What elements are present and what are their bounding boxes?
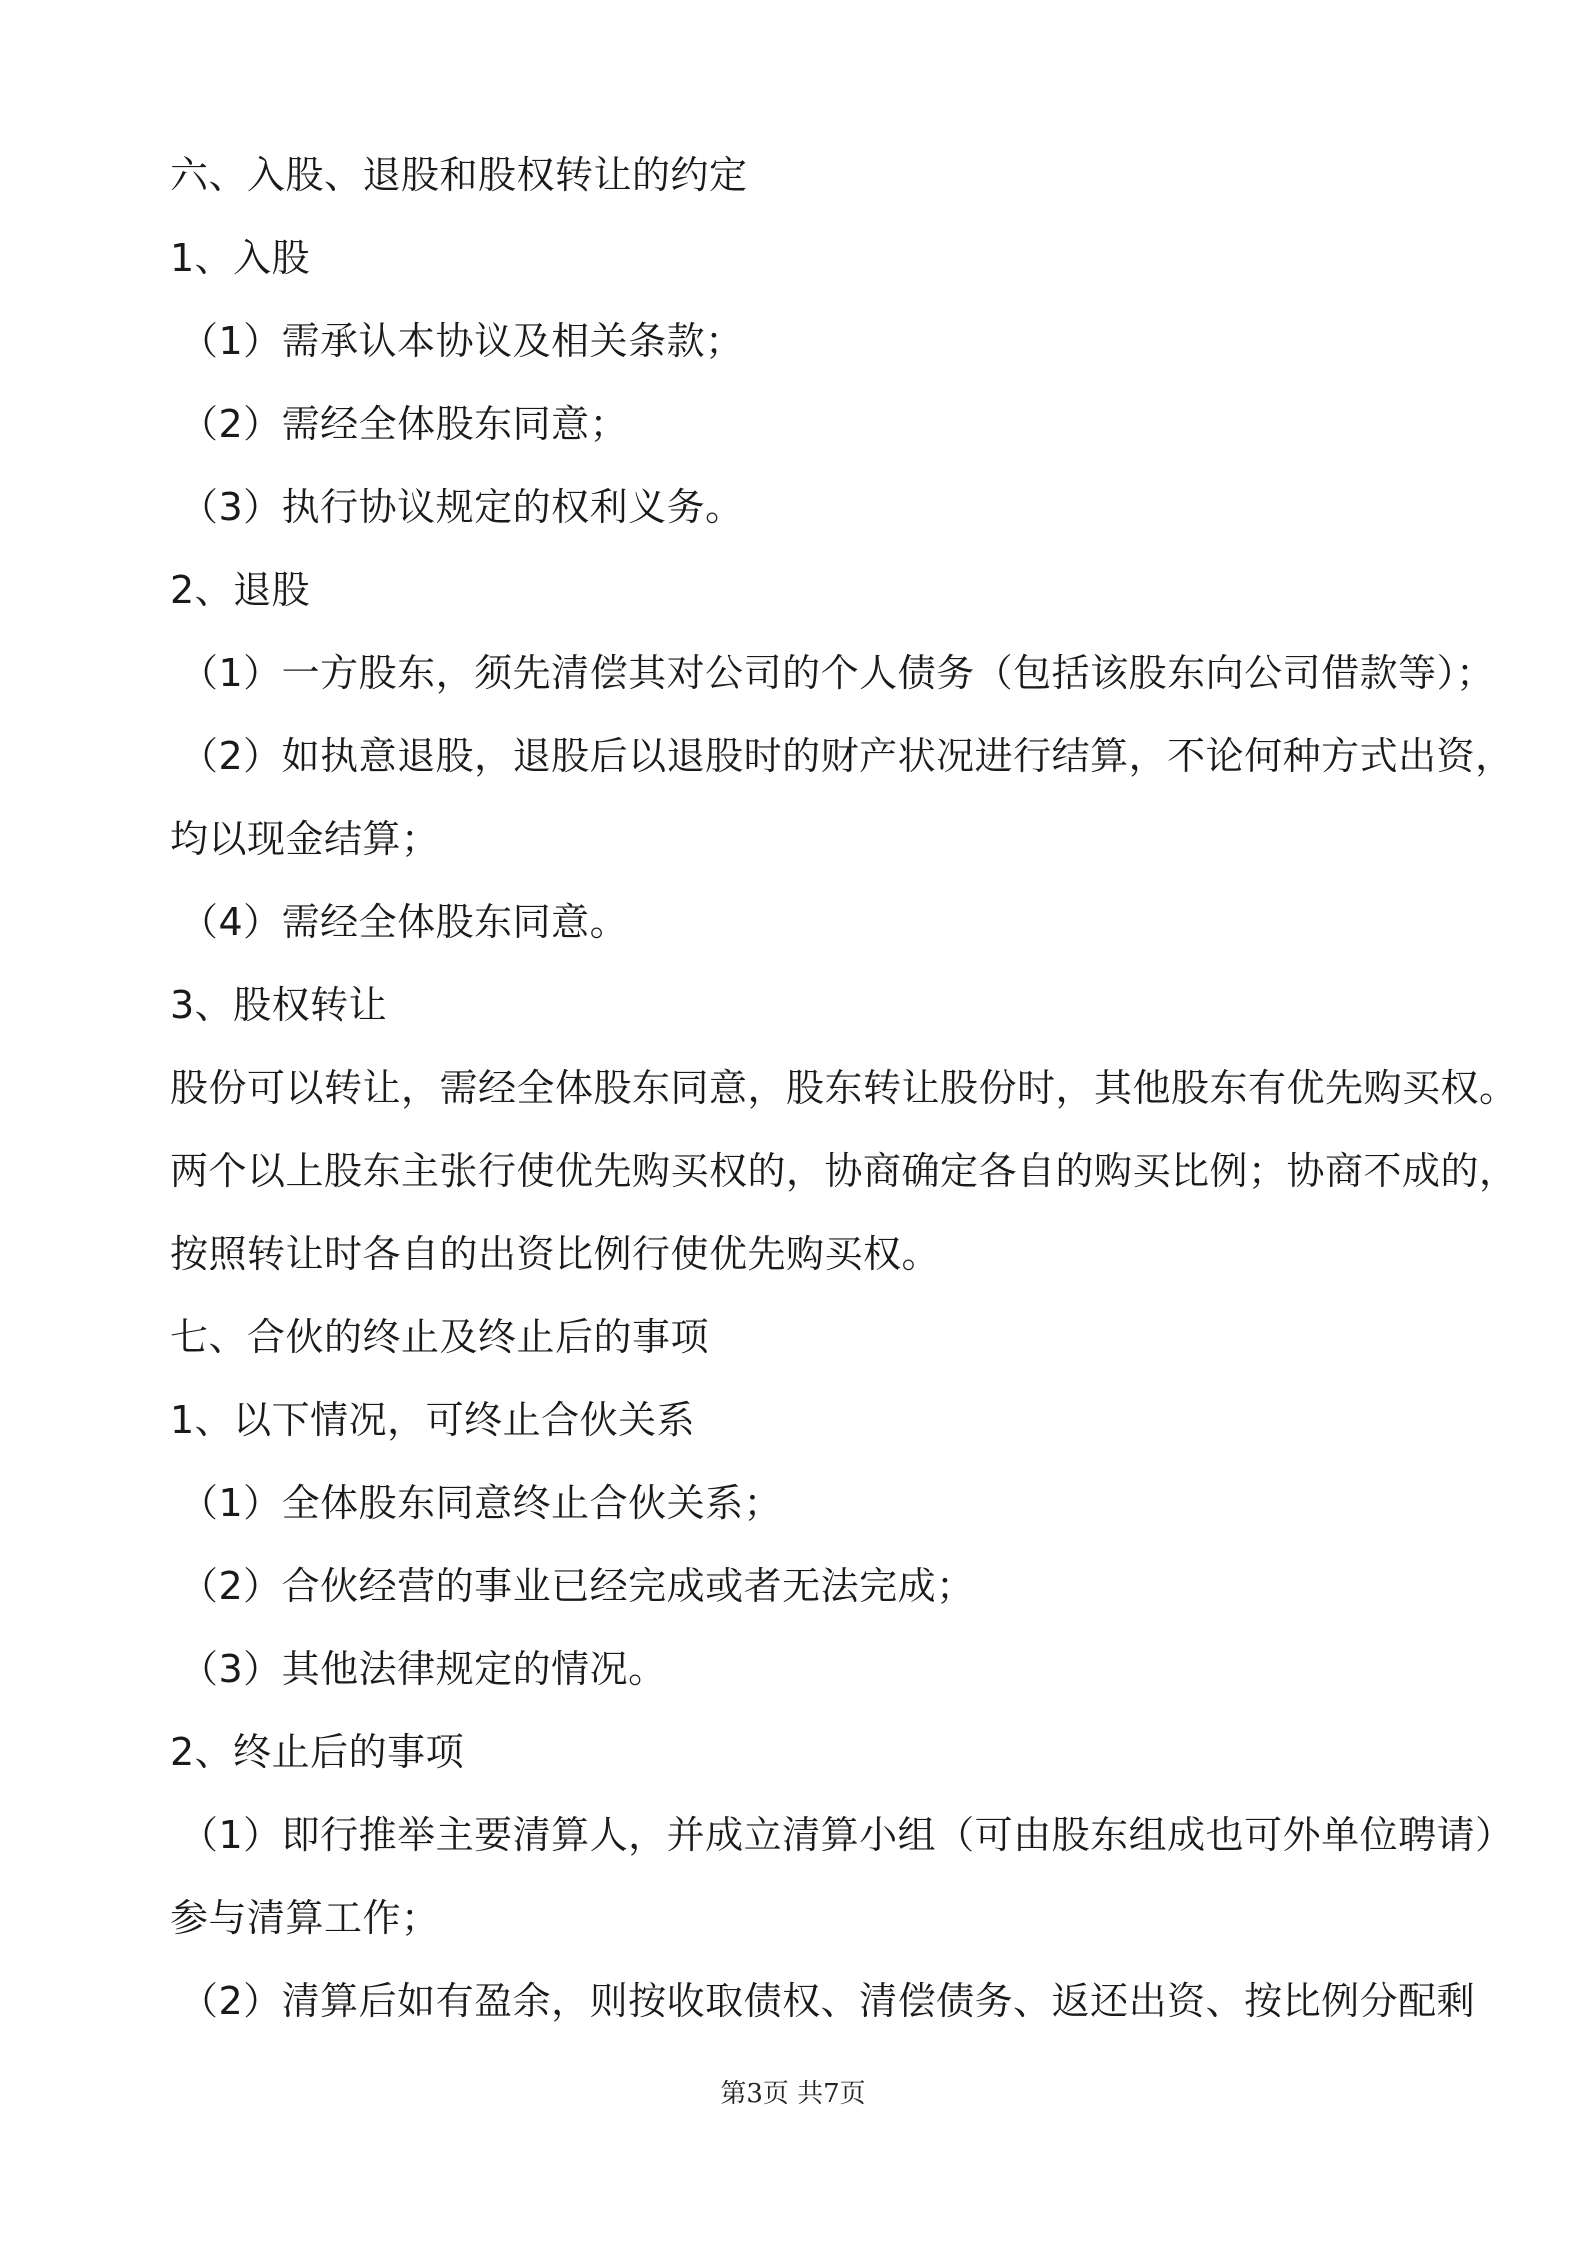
list-item: （1）全体股东同意终止合伙关系； bbox=[180, 1481, 783, 1525]
list-item: （1）即行推举主要清算人，并成立清算小组（可由股东组成也可外单位聘请） bbox=[180, 1813, 1514, 1857]
list-item: （2）合伙经营的事业已经完成或者无法完成； bbox=[180, 1564, 975, 1608]
section-heading-6: 六、入股、退股和股权转让的约定 bbox=[170, 153, 748, 197]
page-number-footer: 第3页 共7页 bbox=[720, 2079, 866, 2109]
subheading-after-termination: 2、终止后的事项 bbox=[170, 1730, 465, 1774]
list-item: （1）一方股东，须先清偿其对公司的个人债务（包括该股东向公司借款等）； bbox=[180, 651, 1495, 695]
paragraph-line: 按照转让时各自的出资比例行使优先购买权。 bbox=[170, 1232, 941, 1276]
subheading-withdraw: 2、退股 bbox=[170, 568, 311, 612]
subheading-transfer: 3、股权转让 bbox=[170, 983, 388, 1027]
paragraph-line: 均以现金结算； bbox=[170, 817, 440, 861]
paragraph-line: 参与清算工作； bbox=[170, 1896, 440, 1940]
list-item: （3）执行协议规定的权利义务。 bbox=[180, 485, 744, 529]
list-item: （2）需经全体股东同意； bbox=[180, 402, 629, 446]
paragraph-line: 两个以上股东主张行使优先购买权的，协商确定各自的购买比例；协商不成的， bbox=[170, 1149, 1518, 1193]
list-item: （2）如执意退股，退股后以退股时的财产状况进行结算，不论何种方式出资， bbox=[180, 734, 1514, 778]
list-item: （1）需承认本协议及相关条款； bbox=[180, 319, 744, 363]
list-item: （2）清算后如有盈余，则按收取债权、清偿债务、返还出资、按比例分配剩 bbox=[180, 1979, 1476, 2023]
subheading-join: 1、入股 bbox=[170, 236, 311, 280]
list-item: （3）其他法律规定的情况。 bbox=[180, 1647, 667, 1691]
section-heading-7: 七、合伙的终止及终止后的事项 bbox=[170, 1315, 710, 1359]
subheading-termination-cases: 1、以下情况，可终止合伙关系 bbox=[170, 1398, 696, 1442]
list-item: （4）需经全体股东同意。 bbox=[180, 900, 629, 944]
paragraph-line: 股份可以转让，需经全体股东同意，股东转让股份时，其他股东有优先购买权。 bbox=[170, 1066, 1518, 1110]
